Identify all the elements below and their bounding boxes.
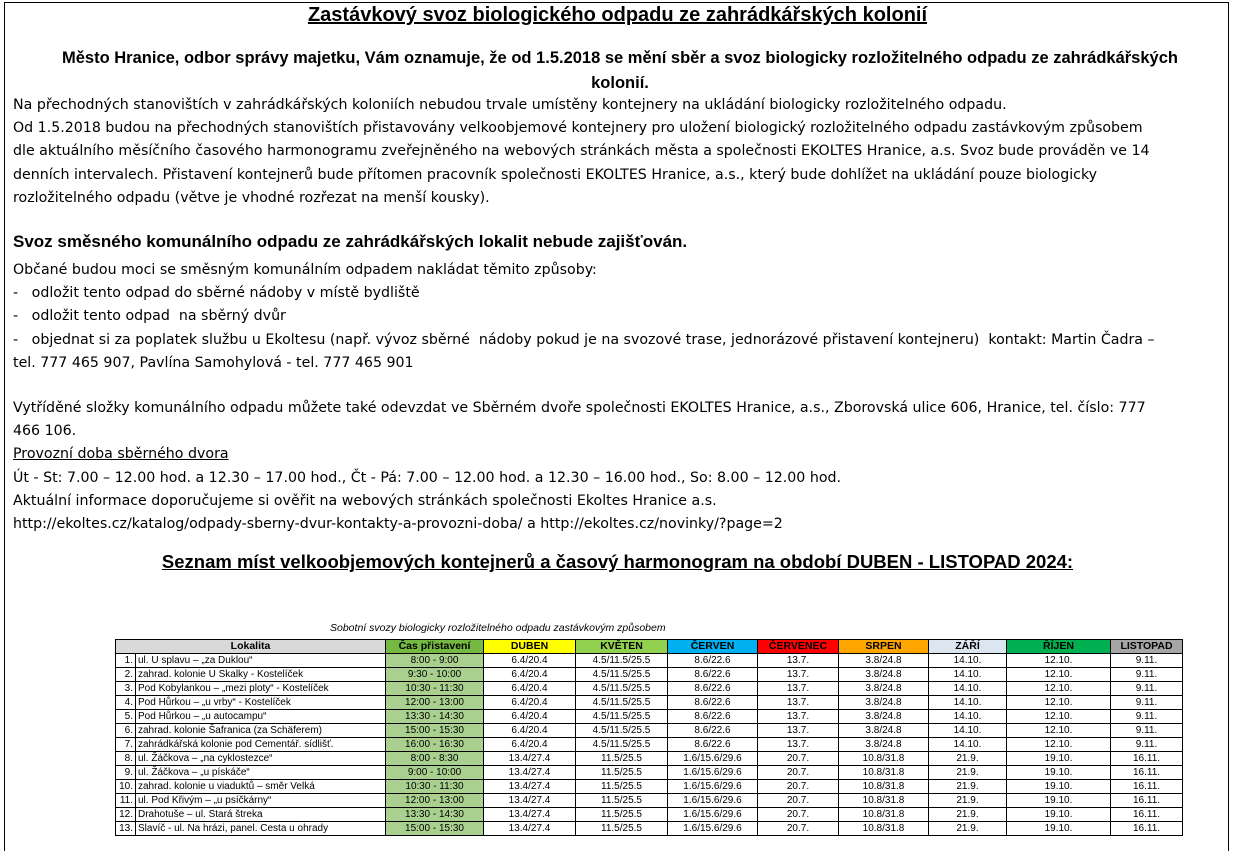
table-row — [116, 682, 1183, 696]
intro-paragraph — [13, 94, 1223, 210]
mixed-waste-line: Občané budou moci se směsným komunálním odpadem nakládat těmito způsoby: — [13, 262, 597, 278]
row-date: 4.5/11.5/25.5 — [576, 724, 668, 738]
row-date: 13.7. — [758, 710, 839, 724]
row-date: 6.4/20.4 — [484, 696, 576, 710]
header-month: ČERVEN — [668, 640, 758, 654]
table-row — [116, 696, 1183, 710]
row-date: 1.6/15.6/29.6 — [668, 780, 758, 794]
row-date: 21.9. — [929, 822, 1007, 836]
row-date: 6.4/20.4 — [484, 710, 576, 724]
row-number: 8. — [116, 752, 136, 766]
row-date: 19.10. — [1007, 822, 1111, 836]
intro-line: Od 1.5.2018 budou na přechodných stanovištích přistavovány velkoobjemové kontejnery pro uložení biologický rozložitelného odpadu zastávkovým způsobem — [13, 120, 1143, 137]
row-number: 4. — [116, 696, 136, 710]
row-date: 13.4/27.4 — [484, 780, 576, 794]
row-date: 13.7. — [758, 696, 839, 710]
row-date: 4.5/11.5/25.5 — [576, 668, 668, 682]
row-date: 8.6/22.6 — [668, 654, 758, 668]
header-month: KVĚTEN — [576, 640, 668, 654]
row-date: 12.10. — [1007, 738, 1111, 752]
intro-line: Na přechodných stanovištích v zahrádkářských koloniích nebudou trvale umístěny kontejnery na ukládání biologicky rozložitelného odpadu. — [13, 97, 1007, 113]
schedule-table — [115, 639, 1183, 836]
row-date: 14.10. — [929, 724, 1007, 738]
row-date: 12.10. — [1007, 696, 1111, 710]
row-number: 1. — [116, 654, 136, 668]
row-location: Drahotuše – ul. Stará štreka — [136, 808, 386, 822]
header-month: SRPEN — [839, 640, 929, 654]
row-date: 8.6/22.6 — [668, 682, 758, 696]
row-date: 9.11. — [1111, 696, 1183, 710]
mixed-waste-heading: Svoz směsného komunálního odpadu ze zahrádkářských lokalit nebude zajišťován. — [13, 232, 688, 251]
row-date: 8.6/22.6 — [668, 696, 758, 710]
row-date: 9.11. — [1111, 738, 1183, 752]
intro-line: dle aktuálního měsíčního časového harmonogramu zveřejněného na webových stránkách města a společnosti EKOLTES Hranice, a.s. Svoz bude prováděn ve 14 — [13, 143, 1150, 160]
row-date: 3.8/24.8 — [839, 710, 929, 724]
row-location: zahrad. kolonie u viaduktů – směr Velká — [136, 780, 386, 794]
table-row — [116, 654, 1183, 668]
row-date: 16.11. — [1111, 780, 1183, 794]
mixed-waste-option: - odložit tento odpad do sběrné nádoby v místě bydliště — [13, 285, 420, 302]
table-row — [116, 752, 1183, 766]
table-row — [116, 668, 1183, 682]
row-date: 16.11. — [1111, 752, 1183, 766]
row-date: 1.6/15.6/29.6 — [668, 822, 758, 836]
row-date: 13.7. — [758, 682, 839, 696]
row-time: 12:00 - 13:00 — [386, 794, 484, 808]
row-time: 10:30 - 11:30 — [386, 780, 484, 794]
row-date: 12.10. — [1007, 724, 1111, 738]
row-date: 14.10. — [929, 696, 1007, 710]
row-date: 16.11. — [1111, 808, 1183, 822]
schedule-heading: Seznam míst velkoobjemových kontejnerů a časový harmonogram na období DUBEN - LISTOPAD 2024: — [161, 551, 1074, 572]
row-date: 14.10. — [929, 668, 1007, 682]
row-date: 10.8/31.8 — [839, 822, 929, 836]
row-number: 9. — [116, 766, 136, 780]
row-date: 13.4/27.4 — [484, 752, 576, 766]
row-date: 19.10. — [1007, 808, 1111, 822]
row-location: ul. U splavu – „za Duklou“ — [136, 654, 386, 668]
row-date: 11.5/25.5 — [576, 766, 668, 780]
table-row — [116, 710, 1183, 724]
row-date: 11.5/25.5 — [576, 752, 668, 766]
collection-yard-line: Vytříděné složky komunálního odpadu můžete také odevzdat ve Sběrném dvoře společnosti EKOLTES Hranice, a.s., Zborovská ulice 606, Hranice, tel. číslo: 777 — [13, 400, 1146, 416]
table-row — [116, 794, 1183, 808]
row-date: 4.5/11.5/25.5 — [576, 654, 668, 668]
row-date: 9.11. — [1111, 654, 1183, 668]
row-date: 13.7. — [758, 654, 839, 668]
table-row — [116, 738, 1183, 752]
row-time: 8:00 - 9:00 — [386, 654, 484, 668]
table-body — [116, 654, 1183, 836]
row-location: zahrádkářská kolonie pod Cementář. sídlišť. — [136, 738, 386, 752]
table-row — [116, 822, 1183, 836]
row-date: 1.6/15.6/29.6 — [668, 808, 758, 822]
mixed-waste-contact: tel. 777 465 907, Pavlína Samohylová - tel. 777 465 901 — [13, 354, 414, 371]
row-date: 10.8/31.8 — [839, 808, 929, 822]
row-time: 16:00 - 16:30 — [386, 738, 484, 752]
row-time: 9:00 - 10:00 — [386, 766, 484, 780]
row-date: 6.4/20.4 — [484, 668, 576, 682]
header-month: DUBEN — [484, 640, 576, 654]
row-date: 20.7. — [758, 766, 839, 780]
row-number: 5. — [116, 710, 136, 724]
row-date: 6.4/20.4 — [484, 724, 576, 738]
row-date: 8.6/22.6 — [668, 668, 758, 682]
row-date: 19.10. — [1007, 752, 1111, 766]
row-date: 14.10. — [929, 654, 1007, 668]
row-date: 4.5/11.5/25.5 — [576, 710, 668, 724]
row-date: 6.4/20.4 — [484, 682, 576, 696]
row-date: 11.5/25.5 — [576, 822, 668, 836]
page-subtitle: Město Hranice, odbor správy majetku, Vám oznamuje, že od 1.5.2018 se mění sběr a svoz biologicky rozložitelného odpadu ze zahrádkářských kolonií. — [62, 49, 1178, 92]
opening-hours-title: Provozní doba sběrného dvora — [13, 446, 229, 463]
header-lokalita: Lokalita — [116, 640, 386, 654]
row-date: 4.5/11.5/25.5 — [576, 682, 668, 696]
table-row — [116, 808, 1183, 822]
row-date: 13.4/27.4 — [484, 822, 576, 836]
row-number: 3. — [116, 682, 136, 696]
row-date: 20.7. — [758, 808, 839, 822]
row-date: 4.5/11.5/25.5 — [576, 738, 668, 752]
row-date: 21.9. — [929, 752, 1007, 766]
row-number: 13. — [116, 822, 136, 836]
header-month: ŘÍJEN — [1007, 640, 1111, 654]
row-location: Slavíč - ul. Na hrázi, panel. Cesta u ohrady — [136, 822, 386, 836]
row-number: 7. — [116, 738, 136, 752]
row-date: 20.7. — [758, 794, 839, 808]
row-date: 13.7. — [758, 738, 839, 752]
row-date: 10.8/31.8 — [839, 780, 929, 794]
row-date: 21.9. — [929, 780, 1007, 794]
table-row — [116, 780, 1183, 794]
row-date: 13.4/27.4 — [484, 766, 576, 780]
row-date: 3.8/24.8 — [839, 696, 929, 710]
collection-yard-line: 466 106. — [13, 423, 77, 440]
row-date: 1.6/15.6/29.6 — [668, 794, 758, 808]
row-date: 20.7. — [758, 822, 839, 836]
row-date: 6.4/20.4 — [484, 654, 576, 668]
row-time: 10:30 - 11:30 — [386, 682, 484, 696]
row-date: 16.11. — [1111, 766, 1183, 780]
row-number: 12. — [116, 808, 136, 822]
table-caption: Sobotní svozy biologicky rozložitelného odpadu zastávkovým způsobem — [330, 622, 666, 634]
row-time: 9:30 - 10:00 — [386, 668, 484, 682]
row-date: 12.10. — [1007, 668, 1111, 682]
row-date: 14.10. — [929, 738, 1007, 752]
row-date: 1.6/15.6/29.6 — [668, 766, 758, 780]
row-location: zahrad. kolonie Šafranica (za Schäferem) — [136, 724, 386, 738]
row-date: 12.10. — [1007, 682, 1111, 696]
row-date: 9.11. — [1111, 668, 1183, 682]
row-date: 3.8/24.8 — [839, 682, 929, 696]
row-date: 3.8/24.8 — [839, 724, 929, 738]
row-date: 1.6/15.6/29.6 — [668, 752, 758, 766]
intro-line: denních intervalech. Přistavení kontejnerů bude přítomen pracovník společnosti EKOLTES Hranice, a.s., který bude dohlížet na ukládání pouze biologicky — [13, 166, 1098, 183]
links-line: http://ekoltes.cz/katalog/odpady-sberny-dvur-kontakty-a-provozni-doba/ a http://ekoltes.cz/novinky/?page=2 — [13, 516, 783, 533]
row-date: 9.11. — [1111, 682, 1183, 696]
row-date: 19.10. — [1007, 794, 1111, 808]
opening-hours-line: Út - St: 7.00 – 12.00 hod. a 12.30 – 17.00 hod., Čt - Pá: 7.00 – 12.00 hod. a 12.30 – 16.00 hod., So: 8.00 – 12.00 hod. — [13, 469, 842, 486]
row-time: 15:00 - 15:30 — [386, 822, 484, 836]
row-time: 13:30 - 14:30 — [386, 808, 484, 822]
info-line: Aktuální informace doporučujeme si ověřit na webových stránkách společnosti Ekoltes Hranice a.s. — [13, 492, 717, 509]
row-date: 20.7. — [758, 780, 839, 794]
header-cas: Čas přistavení — [386, 640, 484, 654]
row-location: zahrad. kolonie U Skalky - Kostelíček — [136, 668, 386, 682]
row-location: ul. Žáčkova – „u pískáče“ — [136, 766, 386, 780]
row-number: 11. — [116, 794, 136, 808]
header-month: ZÁŘÍ — [929, 640, 1007, 654]
row-date: 13.4/27.4 — [484, 808, 576, 822]
row-date: 16.11. — [1111, 794, 1183, 808]
row-date: 16.11. — [1111, 822, 1183, 836]
row-date: 14.10. — [929, 682, 1007, 696]
row-date: 9.11. — [1111, 724, 1183, 738]
intro-line: rozložitelného odpadu (větve je vhodné rozřezat na menší kousky). — [13, 189, 490, 206]
row-date: 8.6/22.6 — [668, 710, 758, 724]
row-location: ul. Pod Křivým – „u psíčkárny“ — [136, 794, 386, 808]
row-location: ul. Žáčkova – „na cyklostezce“ — [136, 752, 386, 766]
row-date: 6.4/20.4 — [484, 738, 576, 752]
row-date: 12.10. — [1007, 710, 1111, 724]
row-time: 12:00 - 13:00 — [386, 696, 484, 710]
table-row — [116, 724, 1183, 738]
row-time: 13:30 - 14:30 — [386, 710, 484, 724]
row-date: 13.7. — [758, 668, 839, 682]
row-date: 21.9. — [929, 794, 1007, 808]
row-date: 10.8/31.8 — [839, 752, 929, 766]
collection-yard-paragraph — [13, 397, 1223, 536]
row-date: 4.5/11.5/25.5 — [576, 696, 668, 710]
row-location: Pod Hůrkou – „u vrby“ - Kostelíček — [136, 696, 386, 710]
row-location: Pod Hůrkou – „u autocampu“ — [136, 710, 386, 724]
table-header-row — [116, 640, 1183, 654]
row-date: 9.11. — [1111, 710, 1183, 724]
mixed-waste-option: - objednat si za poplatek službu u Ekoltesu (např. vývoz sběrné nádoby pokud je na svozové trase, jednorázové přistavení kontejneru) kontakt: Martin Čadra – — [13, 331, 1155, 348]
row-date: 14.10. — [929, 710, 1007, 724]
row-date: 3.8/24.8 — [839, 668, 929, 682]
row-time: 15:00 - 15:30 — [386, 724, 484, 738]
row-time: 8:00 - 8:30 — [386, 752, 484, 766]
table-row — [116, 766, 1183, 780]
row-location: Pod Kobylankou – „mezi ploty“ - Kostelíček — [136, 682, 386, 696]
row-date: 21.9. — [929, 808, 1007, 822]
row-date: 19.10. — [1007, 780, 1111, 794]
page-title: Zastávkový svoz biologického odpadu ze zahrádkářských kolonií — [307, 4, 928, 26]
row-date: 3.8/24.8 — [839, 654, 929, 668]
row-number: 6. — [116, 724, 136, 738]
row-date: 20.7. — [758, 752, 839, 766]
row-date: 10.8/31.8 — [839, 794, 929, 808]
header-month: LISTOPAD — [1111, 640, 1183, 654]
mixed-waste-paragraph — [13, 259, 1223, 375]
row-date: 8.6/22.6 — [668, 724, 758, 738]
row-date: 11.5/25.5 — [576, 808, 668, 822]
header-month: ČERVENEC — [758, 640, 839, 654]
row-date: 11.5/25.5 — [576, 794, 668, 808]
row-number: 10. — [116, 780, 136, 794]
row-date: 13.4/27.4 — [484, 794, 576, 808]
row-date: 8.6/22.6 — [668, 738, 758, 752]
row-date: 21.9. — [929, 766, 1007, 780]
row-date: 12.10. — [1007, 654, 1111, 668]
row-date: 13.7. — [758, 724, 839, 738]
mixed-waste-option: - odložit tento odpad na sběrný dvůr — [13, 308, 286, 325]
row-date: 3.8/24.8 — [839, 738, 929, 752]
row-number: 2. — [116, 668, 136, 682]
row-date: 19.10. — [1007, 766, 1111, 780]
row-date: 10.8/31.8 — [839, 766, 929, 780]
row-date: 11.5/25.5 — [576, 780, 668, 794]
